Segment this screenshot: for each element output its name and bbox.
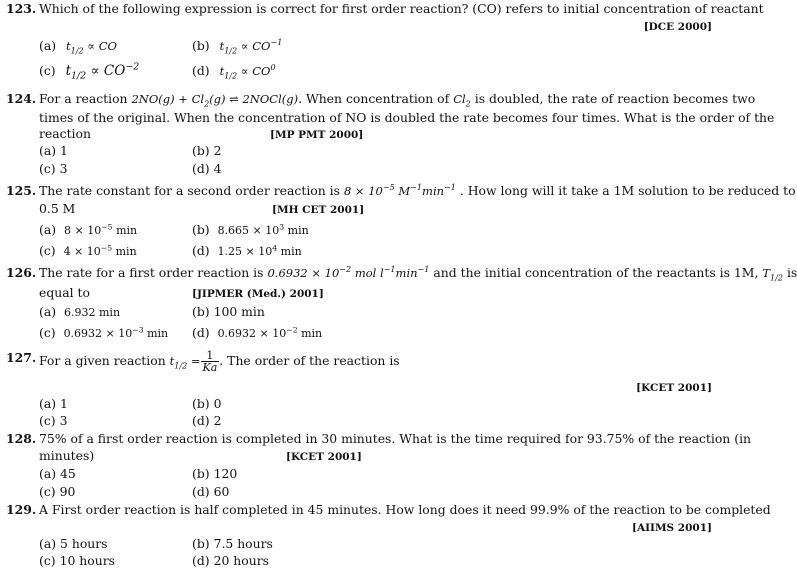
question-number: 127.	[6, 350, 37, 365]
option-129-b[interactable]	[192, 536, 273, 552]
option-value: 90	[59, 484, 76, 499]
question-number: 125.	[6, 183, 37, 198]
option-value: $4 \times 10^{-5}$ min	[63, 243, 137, 258]
question-number: 123.	[6, 1, 37, 16]
option-value: 1	[60, 143, 68, 158]
exam-source: [KCET 2001]	[286, 451, 362, 463]
exam-source: [MP PMT 2000]	[270, 129, 364, 141]
option-value: 7.5 hours	[213, 536, 273, 551]
question-123-source	[644, 18, 712, 35]
option-label: (a)	[39, 466, 57, 481]
option-label: (a)	[39, 143, 57, 158]
option-label: (c)	[39, 63, 56, 78]
option-129-c[interactable]	[39, 553, 115, 569]
question-text: The rate constant for a second order reaction is	[39, 183, 340, 198]
option-128-d[interactable]	[192, 484, 229, 500]
option-127-b[interactable]	[192, 396, 221, 412]
option-128-a[interactable]	[39, 466, 76, 482]
question-124-line3	[39, 126, 91, 142]
reaction-rate: $0.6932 \times 10^{-2}$ mol $l^{-1}\min^{-1}$	[267, 265, 430, 280]
question-text: A First order reaction is half completed in 45 minutes. How long does it need 99.9% of the reaction to be completed	[39, 502, 771, 517]
question-text: minutes)	[39, 448, 95, 463]
fraction-numerator: 1	[201, 350, 220, 362]
option-label: (a)	[39, 38, 57, 53]
option-129-d[interactable]	[192, 553, 269, 569]
option-label: (c)	[39, 243, 56, 258]
question-128-line2	[39, 448, 94, 464]
option-value: 1	[60, 396, 68, 411]
option-label: (b)	[192, 143, 210, 158]
chlorine-symbol: $Cl_2$	[453, 92, 471, 109]
rate-constant: $8 \times 10^{-5}$ $M^{-1}\min^{-1}$	[343, 183, 456, 198]
option-value: 120	[213, 466, 238, 481]
question-text: 75% of a first order reaction is completed in 30 minutes. What is the time required for 93.75% of the reaction (in	[39, 431, 752, 446]
option-125-b[interactable]	[192, 222, 309, 239]
exam-source: [DCE 2000]	[643, 21, 712, 33]
question-text: reaction	[39, 126, 91, 141]
option-126-c[interactable]	[39, 325, 168, 342]
option-127-a[interactable]	[39, 396, 68, 412]
question-text: equal to	[39, 285, 90, 300]
option-label: (d)	[192, 63, 210, 78]
question-text: 0.5 M	[39, 201, 76, 216]
option-125-d[interactable]	[192, 243, 302, 260]
question-124-source	[270, 126, 363, 143]
option-value: $8.665 \times 10^3$ min	[217, 222, 309, 237]
question-129-source	[632, 519, 712, 536]
option-label: (d)	[192, 484, 210, 499]
question-text: and the initial concentration of the reactants is 1M,	[433, 265, 759, 280]
option-124-a[interactable]	[39, 143, 68, 159]
option-123-a[interactable]	[39, 38, 117, 54]
exam-source: [AIIMS 2001]	[632, 522, 712, 534]
option-value: 20 hours	[213, 553, 269, 568]
option-value: 3	[59, 413, 68, 428]
option-value: 0	[213, 396, 222, 411]
question-number: 124.	[6, 91, 37, 106]
option-123-b[interactable]	[192, 38, 282, 54]
option-125-c[interactable]	[39, 243, 137, 260]
option-value: 2	[213, 413, 222, 428]
option-124-c[interactable]	[39, 161, 67, 177]
question-127-source	[636, 379, 712, 396]
question-number: 128.	[6, 431, 37, 446]
option-label: (a)	[39, 536, 57, 551]
question-text: . When concentration of	[298, 91, 450, 106]
question-text: is	[786, 265, 797, 280]
question-text: times of the original. When the concentration of NO is doubled the rate becomes four times. What is the order of the	[39, 110, 775, 125]
question-text: Which of the following expression is correct for first order reaction? (CO) refers to initial concentration of reactant	[39, 1, 764, 16]
question-125-line2	[39, 201, 75, 217]
option-123-c[interactable]	[39, 61, 140, 82]
option-value: 4	[213, 161, 222, 176]
option-126-b[interactable]	[192, 304, 265, 320]
option-124-b[interactable]	[192, 143, 221, 159]
option-value: 10 hours	[59, 553, 115, 568]
question-text: is doubled, the rate of reaction becomes two	[474, 91, 756, 106]
option-label: (d)	[192, 413, 210, 428]
half-life-expression: $t_{1/2}$ =	[169, 354, 201, 371]
question-text: . The order of the reaction is	[219, 353, 400, 368]
option-123-d[interactable]	[192, 63, 276, 79]
half-life-symbol: $T_{1/2}$	[762, 266, 783, 283]
question-125-source	[272, 201, 364, 218]
option-label: (a)	[39, 396, 57, 411]
option-126-d[interactable]	[192, 325, 322, 342]
fraction	[201, 350, 220, 373]
option-label: (a)	[39, 222, 57, 237]
option-127-c[interactable]	[39, 413, 67, 429]
option-label: (b)	[192, 396, 210, 411]
option-label: (d)	[192, 325, 210, 340]
question-126-source	[192, 285, 324, 302]
option-label: (d)	[192, 161, 210, 176]
option-label: (b)	[192, 536, 210, 551]
option-value: $0.6932 \times 10^{-2}$ min	[217, 325, 323, 340]
question-text: For a reaction	[39, 91, 128, 106]
option-value: 100 min	[213, 304, 265, 319]
option-126-a[interactable]	[39, 304, 120, 321]
option-label: (c)	[39, 484, 56, 499]
option-value: $8 \times 10^{-5}$ min	[64, 222, 138, 237]
option-label: (d)	[192, 553, 210, 568]
question-text: . How long will it take a 1M solution to be reduced to	[459, 183, 796, 198]
option-label: (d)	[192, 243, 210, 258]
option-129-a[interactable]	[39, 536, 108, 552]
option-value: $t_{1/2} \propto CO^0$	[219, 63, 276, 81]
option-label: (b)	[192, 222, 210, 237]
option-value: 60	[213, 484, 230, 499]
option-value: $1.25 \times 10^4$ min	[217, 243, 302, 258]
question-number: 126.	[6, 265, 37, 280]
exam-source: [KCET 2001]	[636, 382, 712, 394]
option-label: (b)	[192, 304, 210, 319]
option-value: 3	[59, 161, 68, 176]
reaction-equation: $2NO(g) + Cl_2(g)$ ⇌ 2NOCl(g)	[131, 92, 299, 109]
option-125-a[interactable]	[39, 222, 137, 239]
option-label: (b)	[192, 38, 210, 53]
option-label: (b)	[192, 466, 210, 481]
question-124-line2	[39, 110, 774, 126]
option-label: (a)	[39, 304, 57, 319]
option-value: 6.932 min	[64, 306, 121, 319]
option-128-b[interactable]	[192, 466, 237, 482]
exam-source: [MH CET 2001]	[272, 204, 365, 216]
option-value: 45	[60, 466, 76, 481]
option-value: 5 hours	[60, 536, 108, 551]
exam-source: [JIPMER (Med.) 2001]	[192, 288, 324, 300]
option-label: (c)	[39, 161, 56, 176]
option-128-c[interactable]	[39, 484, 75, 500]
question-text: The rate for a first order reaction is	[39, 265, 264, 280]
option-value: 2	[213, 143, 222, 158]
question-number: 129.	[6, 502, 37, 517]
option-value: $0.6932 \times 10^{-3}$ min	[63, 325, 169, 340]
question-text: For a given reaction	[39, 353, 166, 368]
question-128-source	[286, 448, 362, 465]
option-124-d[interactable]	[192, 161, 221, 177]
option-value: $t_{1/2} \propto CO^{-2}$	[65, 61, 140, 82]
option-127-d[interactable]	[192, 413, 221, 429]
option-value: $t_{1/2} \propto CO^{-1}$	[219, 38, 283, 56]
option-label: (c)	[39, 553, 56, 568]
fraction-denominator: Ka	[202, 361, 218, 374]
option-label: (c)	[39, 413, 56, 428]
option-label: (c)	[39, 325, 56, 340]
question-126-line2	[39, 285, 90, 301]
option-value: $t_{1/2}$ ∝ CO	[66, 39, 117, 56]
